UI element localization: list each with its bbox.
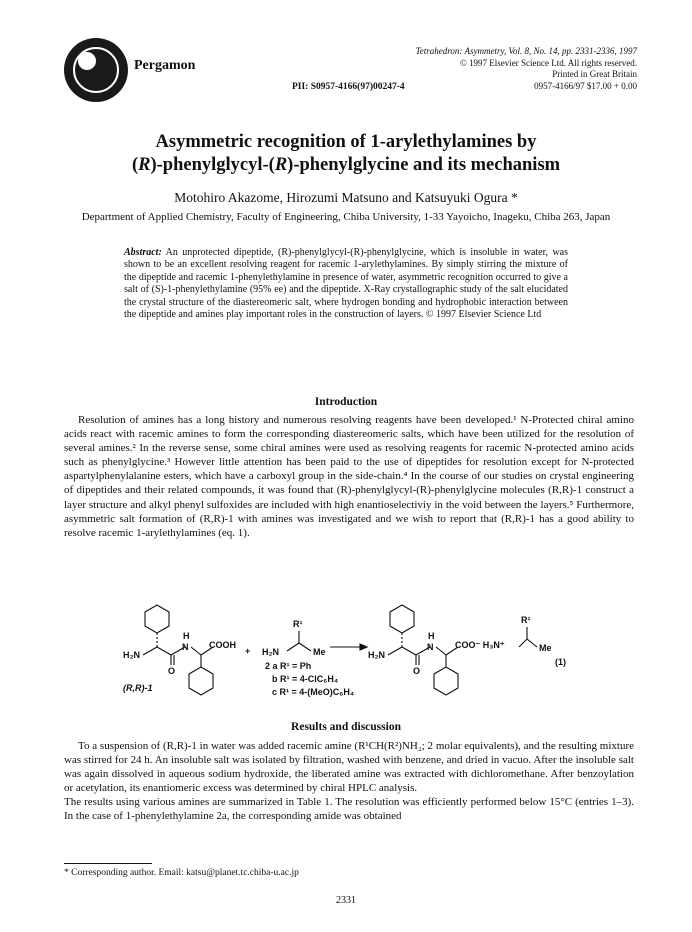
abstract-label: Abstract: (124, 247, 162, 258)
o-label: O (413, 666, 421, 676)
bond (527, 639, 537, 647)
n-label: N (182, 642, 189, 652)
abstract-text: An unprotected dipeptide, (R)-phenylglycyl-(R)-phenylglycine, which is insoluble in water, was shown to be an excellent resolving reagent for racemic 1-arylethylamines. By simply stirring the mixture of the dipeptide and racemic 1-phenylethylamine in presence of water, asymmetric recognition occurred to give a salt of (S)-1-phenylethylamine (95% ee) and the dipeptide. X-Ray crystallographic study of the salt elucidated the crystal structure of the diastereomeric salt, where hydrogen bonding and hydrophobic interaction between the dipeptide and amines play important roles in the construction of layers. (124, 247, 568, 321)
bond (519, 639, 527, 647)
results-paragraph-2: The results using various amines are summarized in Table 1. The resolution was efficiently performed below 15°C (entries 1–3). In the case of 1-phenylethylamine 2a, the corresponding amide was obtained (64, 796, 634, 823)
footnote-divider (64, 863, 152, 864)
title-line-1: Asymmetric recognition of 1-arylethylamines by (155, 132, 537, 152)
phenyl-ring-2 (189, 667, 213, 695)
arrow-head (360, 644, 367, 650)
bond (299, 643, 311, 651)
printed-line: Printed in Great Britain (552, 69, 637, 79)
footnote: * Corresponding author. Email: katsu@planet.tc.chiba-u.ac.jp (64, 868, 299, 878)
phenyl-ring-1 (145, 605, 169, 633)
me-label: Me (313, 647, 326, 657)
plus-sign: + (245, 646, 251, 656)
compound-label: (R,R)-1 (123, 683, 153, 693)
r1-label: R¹ (293, 619, 303, 629)
bond (287, 643, 299, 651)
h2n-label: H₂N (262, 647, 279, 657)
logo-emblem (78, 52, 96, 70)
pii-code: PII: S0957-4166(97)00247-4 (292, 82, 405, 92)
h-label: H (183, 631, 190, 641)
me-label: Me (539, 643, 552, 653)
phenyl-ring-3 (390, 605, 414, 633)
title-frag: )-phenylglycine and its mechanism (287, 155, 561, 175)
abstract-copyright: © 1997 Elsevier Science Ltd (425, 309, 542, 321)
title-frag: R (274, 155, 288, 175)
title-frag: ( (131, 155, 139, 175)
r1-label: R¹ (521, 615, 531, 625)
o-label: O (168, 666, 176, 676)
h-label: H (428, 631, 435, 641)
publisher-name: Pergamon (134, 58, 196, 73)
introduction-heading: Introduction (314, 396, 378, 408)
amine-option-b: b R¹ = 4-ClC₆H₄ (272, 674, 339, 684)
copyright-line: © 1997 Elsevier Science Ltd. All rights reserved. (459, 57, 637, 68)
introduction-paragraph: Resolution of amines has a long history and numerous resolving reagents have been developed.¹ N-Protected chiral amino acids react with racemic amines to form the corresponding diastereomeric salts, which have been utilized for the resolution of several amines.² In the reverse sense, some chiral amines were used as resolving reagents for racemic N-protected amino acids such as phenylglycine.³ However little attention has been paid to the use of dipeptides for resolution except for N-protected aspartylphenylalanine esters, which have a carboxyl group in the side-chain.⁴ In the course of our studies on crystal engineering of dipeptides and their related compounds, it was found that (R)-phenylglycyl-(R)-phenylglycine molecules (R,R)-1 construct a layer structure and alkyl phenyl sulfoxides are included with high enantioselectiviy in the void between the layers.⁵ Furthermore, asymmetric salt formation of (R,R)-1 with amines was investigated and we wish to report that (R,R)-1 has a good ability to resolve racemic 1-arylethylamines (eq. 1). (64, 414, 634, 539)
journal-line: Tetrahedron: Asymmetry, Vol. 8, No. 14, pp. 2331-2336, 1997 (415, 46, 637, 56)
title-frag: R (138, 155, 151, 175)
title-frag: )-phenylglycyl-( (150, 155, 275, 175)
equation-number: (1) (555, 657, 566, 667)
affiliation: Department of Applied Chemistry, Faculty of Engineering, Chiba University, 1-33 Yayoicho, Inageku, Chiba 263, Japan (81, 211, 611, 223)
h2n-label: H₂N (123, 650, 140, 660)
amine-option-c: c R¹ = 4-(MeO)C₆H₄ (272, 687, 355, 697)
results-heading: Results and discussion (291, 721, 401, 733)
bond (436, 647, 446, 655)
price-line: 0957-4166/97 $17.00 + 0.00 (534, 80, 637, 91)
reaction-scheme (115, 603, 585, 708)
bond (143, 647, 157, 655)
cooh-label: COOH (209, 640, 236, 650)
carboxylate-ammonium-label: COO⁻ H₃N⁺ (455, 640, 505, 650)
results-paragraph-1: To a suspension of (R,R)-1 in water was added racemic amine (R¹CH(R²)NH₂; 2 molar equivalents), and the resulting mixture was stirred for 24 h. An insoluble salt was isolated by filtration, washed with benzene, and dried in vacuo. After the insoluble salt was again dissolved in aqueous sodium hydroxide, the liberated amine was extracted with dichloromethane. After benzoylation or acetylation, its enantiomeric excess was determined by chiral HPLC analysis. (64, 740, 634, 795)
authors: Motohiro Akazome, Hirozumi Matsuno and Katsuyuki Ogura * (174, 190, 518, 205)
bond (402, 647, 416, 655)
paper-title (40, 131, 652, 177)
amine-option-a: 2 a R¹ = Ph (265, 661, 312, 671)
bond (388, 647, 402, 655)
phenyl-ring-4 (434, 667, 458, 695)
abstract (124, 247, 568, 321)
page-number: 2331 (336, 895, 356, 906)
h2n-label: H₂N (368, 650, 385, 660)
n-label: N (427, 642, 434, 652)
results-body (64, 739, 634, 824)
pergamon-logo (64, 38, 128, 102)
bond (157, 647, 171, 655)
introduction-body (64, 413, 634, 540)
title-line-2 (40, 154, 652, 177)
bond (191, 647, 201, 655)
journal-info (416, 46, 637, 92)
